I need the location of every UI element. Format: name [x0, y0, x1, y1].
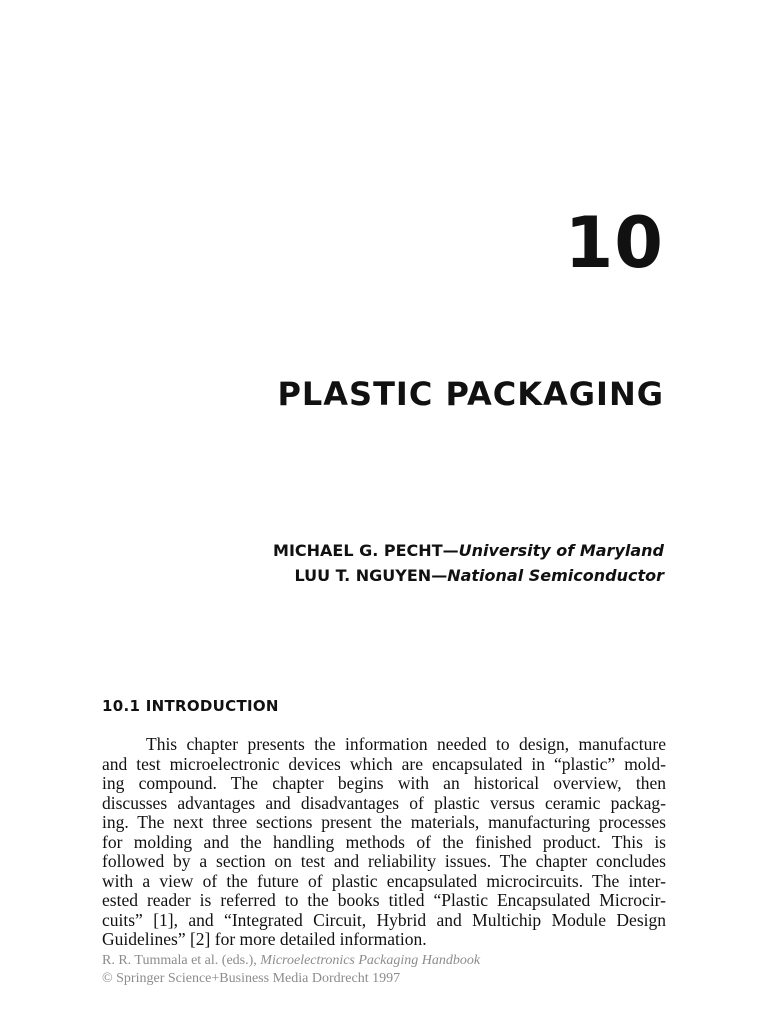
author-list — [273, 538, 664, 588]
page-footer — [102, 952, 480, 988]
author-affiliation: National Semiconductor — [447, 566, 664, 585]
section-heading: 10.1 INTRODUCTION — [102, 697, 279, 715]
citation-line — [102, 952, 480, 970]
paragraph-line: ing compound. The chapter begins with an historical overview, then — [102, 773, 666, 793]
author-name: MICHAEL G. PECHT— — [273, 541, 459, 560]
author-line — [273, 563, 664, 588]
paragraph-line: and test microelectronic devices which are encapsulated in “plastic” mold- — [102, 753, 666, 774]
paragraph-line: Guidelines” [2] for more detailed information. — [102, 929, 427, 949]
paragraph-line: with a view of the future of plastic encapsulated microcircuits. The inter- — [102, 870, 666, 891]
paragraph-line: for molding and the handling methods of the finished product. This is — [102, 831, 666, 852]
citation-title: Microelectronics Packaging Handbook — [260, 953, 481, 968]
paragraph-line: ing. The next three sections present the materials, manufacturing processes — [102, 812, 666, 832]
author-line — [273, 538, 664, 563]
paragraph-line: followed by a section on test and reliability issues. The chapter concludes — [102, 851, 666, 871]
paragraph-line: cuits” [1], and “Integrated Circuit, Hybrid and Multichip Module Design — [102, 909, 666, 930]
paragraph-line: This chapter presents the information needed to design, manufacture — [146, 734, 666, 754]
chapter-number: 10 — [564, 202, 664, 284]
author-affiliation: University of Maryland — [458, 541, 664, 560]
copyright-line: © Springer Science+Business Media Dordrecht 1997 — [102, 971, 401, 986]
chapter-title: PLASTIC PACKAGING — [277, 375, 664, 413]
citation-authors: R. R. Tummala et al. (eds.), — [102, 953, 261, 968]
author-name: LUU T. NGUYEN— — [294, 566, 448, 585]
paragraph-line: discusses advantages and disadvantages of plastic versus ceramic packag- — [102, 792, 666, 813]
body-paragraph — [102, 735, 666, 950]
paragraph-line: ested reader is referred to the books titled “Plastic Encapsulated Microcir- — [102, 890, 666, 910]
